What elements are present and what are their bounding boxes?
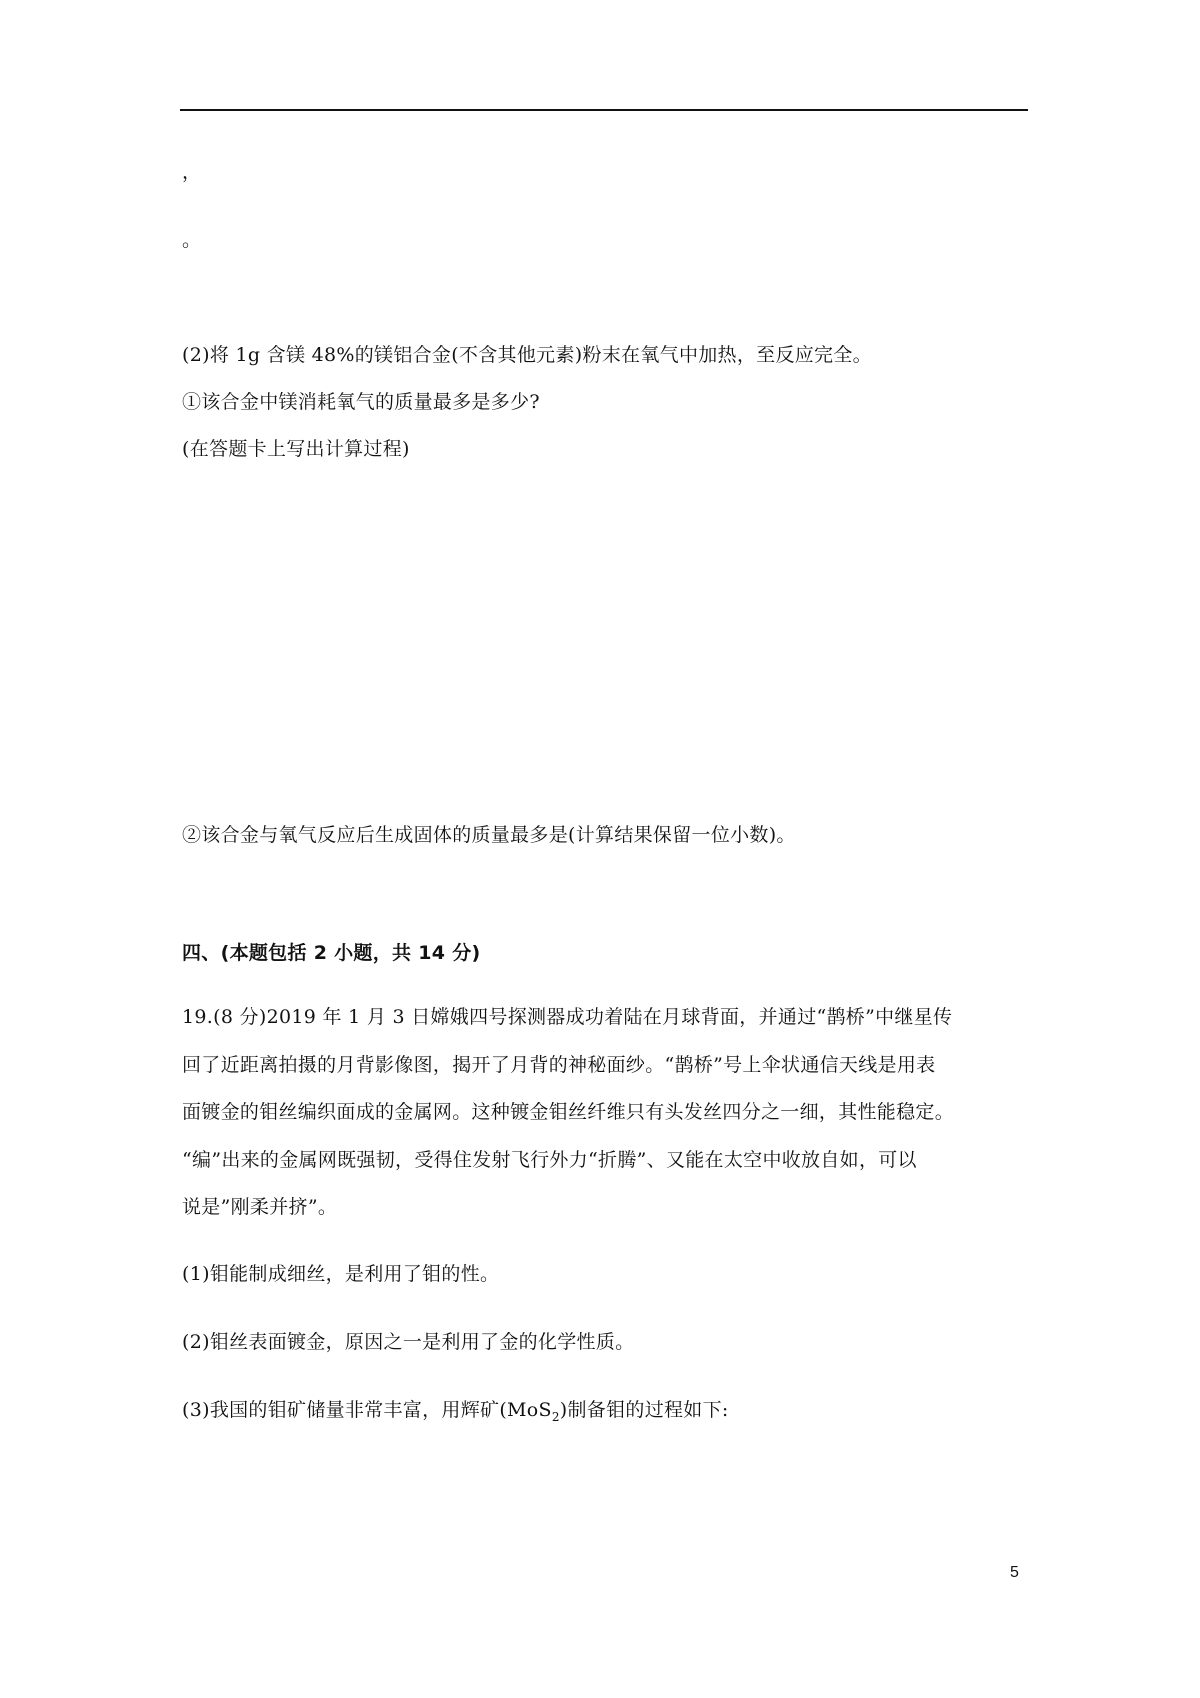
question-18-part-2-sub-2: ②该合金与氧气反应后生成固体的质量最多是(计算结果保留一位小数)。 — [182, 824, 796, 846]
page-number: 5 — [1010, 1564, 1019, 1581]
question-19-part-2: (2)钼丝表面镀金，原因之一是利用了金的化学性质。 — [182, 1331, 635, 1353]
question-19-part-3-subscript: 2 — [551, 1409, 560, 1424]
question-19-part-3-text-b: )制备钼的过程如下: — [559, 1399, 729, 1421]
question-19-line-4: “编”出来的金属网既强韧，受得住发射飞行外力“折腾”、又能在太空中收放自如，可以 — [182, 1149, 917, 1171]
question-18-part-2-sub-1: ①该合金中镁消耗氧气的质量最多是多少? — [182, 391, 540, 413]
header-rule — [180, 109, 1028, 111]
question-19-line-1: 19.(8 分)2019 年 1 月 3 日嫦娥四号探测器成功着陆在月球背面，并通过“鹊桥”中继星传 — [182, 1006, 953, 1028]
question-18-part-2-sub-1-note: (在答题卡上写出计算过程) — [182, 438, 410, 460]
question-19-part-3-text-a: (3)我国的钼矿储量非常丰富，用辉矿(MoS — [182, 1399, 552, 1421]
section-4-heading: 四、(本题包括 2 小题，共 14 分) — [182, 942, 481, 964]
question-19-line-2: 回了近距离拍摄的月背影像图，揭开了月背的神秘面纱。“鹊桥”号上伞状通信天线是用表 — [182, 1054, 936, 1076]
question-19-line-5: 说是”刚柔并挤”。 — [182, 1196, 338, 1218]
question-19-part-3 — [182, 1398, 729, 1429]
question-19-line-3: 面镀金的钼丝编织面成的金属网。这种镀金钼丝纤维只有头发丝四分之一细，其性能稳定。 — [182, 1101, 955, 1123]
answer-blank-comma: ， — [182, 161, 202, 183]
question-18-part-2-stem: (2)将 1g 含镁 48%的镁铝合金(不含其他元素)粉末在氧气中加热，至反应完全。 — [182, 344, 872, 366]
answer-blank-period: 。 — [182, 229, 202, 251]
question-19-part-1: (1)钼能制成细丝，是利用了钼的性。 — [182, 1263, 500, 1285]
